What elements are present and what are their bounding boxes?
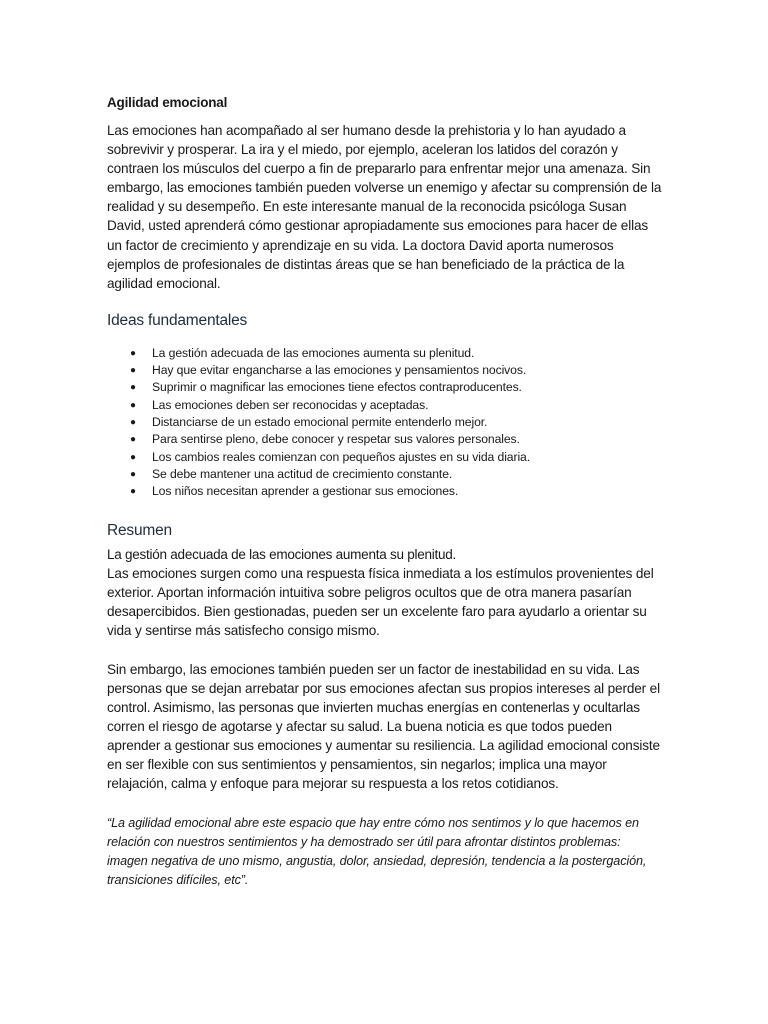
idea-text: Distanciarse de un estado emocional permite entenderlo mejor. xyxy=(152,415,488,430)
bullet-icon: ● xyxy=(130,417,136,429)
bullet-icon: ● xyxy=(130,486,136,498)
idea-text: Los cambios reales comienzan con pequeños ajustes en su vida diaria. xyxy=(152,449,531,464)
list-item xyxy=(127,397,663,414)
document-page xyxy=(107,93,663,890)
resumen-heading: Resumen xyxy=(107,521,172,539)
list-item xyxy=(127,362,663,379)
idea-text: Las emociones deben ser reconocidas y aceptadas. xyxy=(152,397,429,412)
document-title: Agilidad emocional xyxy=(107,95,228,110)
bullet-icon: ● xyxy=(130,382,136,394)
resumen-subheading: La gestión adecuada de las emociones aumenta su plenitud. xyxy=(107,546,457,562)
idea-text: La gestión adecuada de las emociones aumenta su plenitud. xyxy=(152,345,475,360)
intro-paragraph: Las emociones han acompañado al ser humano desde la prehistoria y lo han ayudado a sobrevivir y prosperar. La ira y el miedo, por ejemplo, aceleran los latidos del corazón y contraen los músculos del cuerpo a fin de prepararlo para enfrentar mejor una amenaza. Sin embargo, las emociones también pueden volverse un enemigo y afectar su comprensión de la realidad y su desempeño. En este interesante manual de la reconocida psicóloga Susan David, usted aprenderá cómo gestionar apropiadamente sus emociones para hacer de ellas un factor de crecimiento y aprendizaje en su vida. La doctora David aporta numerosos ejemplos de profesionales de distintas áreas que se han beneficiado de la práctica de la agilidad emocional. xyxy=(107,123,662,291)
bullet-icon: ● xyxy=(130,468,136,480)
ideas-list xyxy=(107,345,663,501)
bullet-icon: ● xyxy=(130,434,136,446)
list-item xyxy=(127,379,663,396)
list-item xyxy=(127,414,663,431)
idea-text: Los niños necesitan aprender a gestionar sus emociones. xyxy=(152,484,459,499)
list-item xyxy=(127,483,663,500)
bullet-icon: ● xyxy=(130,365,136,377)
list-item xyxy=(127,466,663,483)
list-item xyxy=(127,345,663,362)
idea-text: Se debe mantener una actitud de crecimiento constante. xyxy=(152,466,453,481)
quote-paragraph: “La agilidad emocional abre este espacio que hay entre cómo nos sentimos y lo que hacemos en relación con nuestros sentimientos y ha demostrado ser útil para afrontar distintos problemas: imagen negativa de uno mismo, angustia, dolor, ansiedad, depresión, tendencia a la postergación, transiciones difíciles, etc”. xyxy=(107,815,647,888)
idea-text: Para sentirse pleno, debe conocer y respetar sus valores personales. xyxy=(152,432,520,447)
list-item xyxy=(127,449,663,466)
ideas-heading: Ideas fundamentales xyxy=(107,311,248,329)
body-paragraph-2: Sin embargo, las emociones también pueden ser un factor de inestabilidad en su vida. Las personas que se dejan arrebatar por sus emociones afectan sus propios intereses al perder el control. Asimismo, las personas que invierten muchas energías en contenerlas y ocultarlas corren el riesgo de agotarse y afectar su salud. La buena noticia es que todos pueden aprender a gestionar sus emociones y aumentar su resiliencia. La agilidad emocional consiste en ser flexible con sus sentimientos y pensamientos, sin negarlos; implica una mayor relajación, calma y enfoque para mejorar su respuesta a los retos cotidianos. xyxy=(107,661,660,792)
idea-text: Hay que evitar engancharse a las emociones y pensamientos nocivos. xyxy=(152,363,527,378)
body-paragraph-1: Las emociones surgen como una respuesta física inmediata a los estímulos provenientes del exterior. Aportan información intuitiva sobre peligros ocultos que de otra manera pasarían desapercibidos. Bien gestionadas, pueden ser un excelente faro para ayudarlo a orientar su vida y sentirse más satisfecho consigo mismo. xyxy=(107,565,654,638)
bullet-icon: ● xyxy=(130,399,136,411)
idea-text: Suprimir o magnificar las emociones tiene efectos contraproducentes. xyxy=(152,380,522,395)
bullet-icon: ● xyxy=(130,451,136,463)
list-item xyxy=(127,431,663,448)
bullet-icon: ● xyxy=(130,347,136,359)
